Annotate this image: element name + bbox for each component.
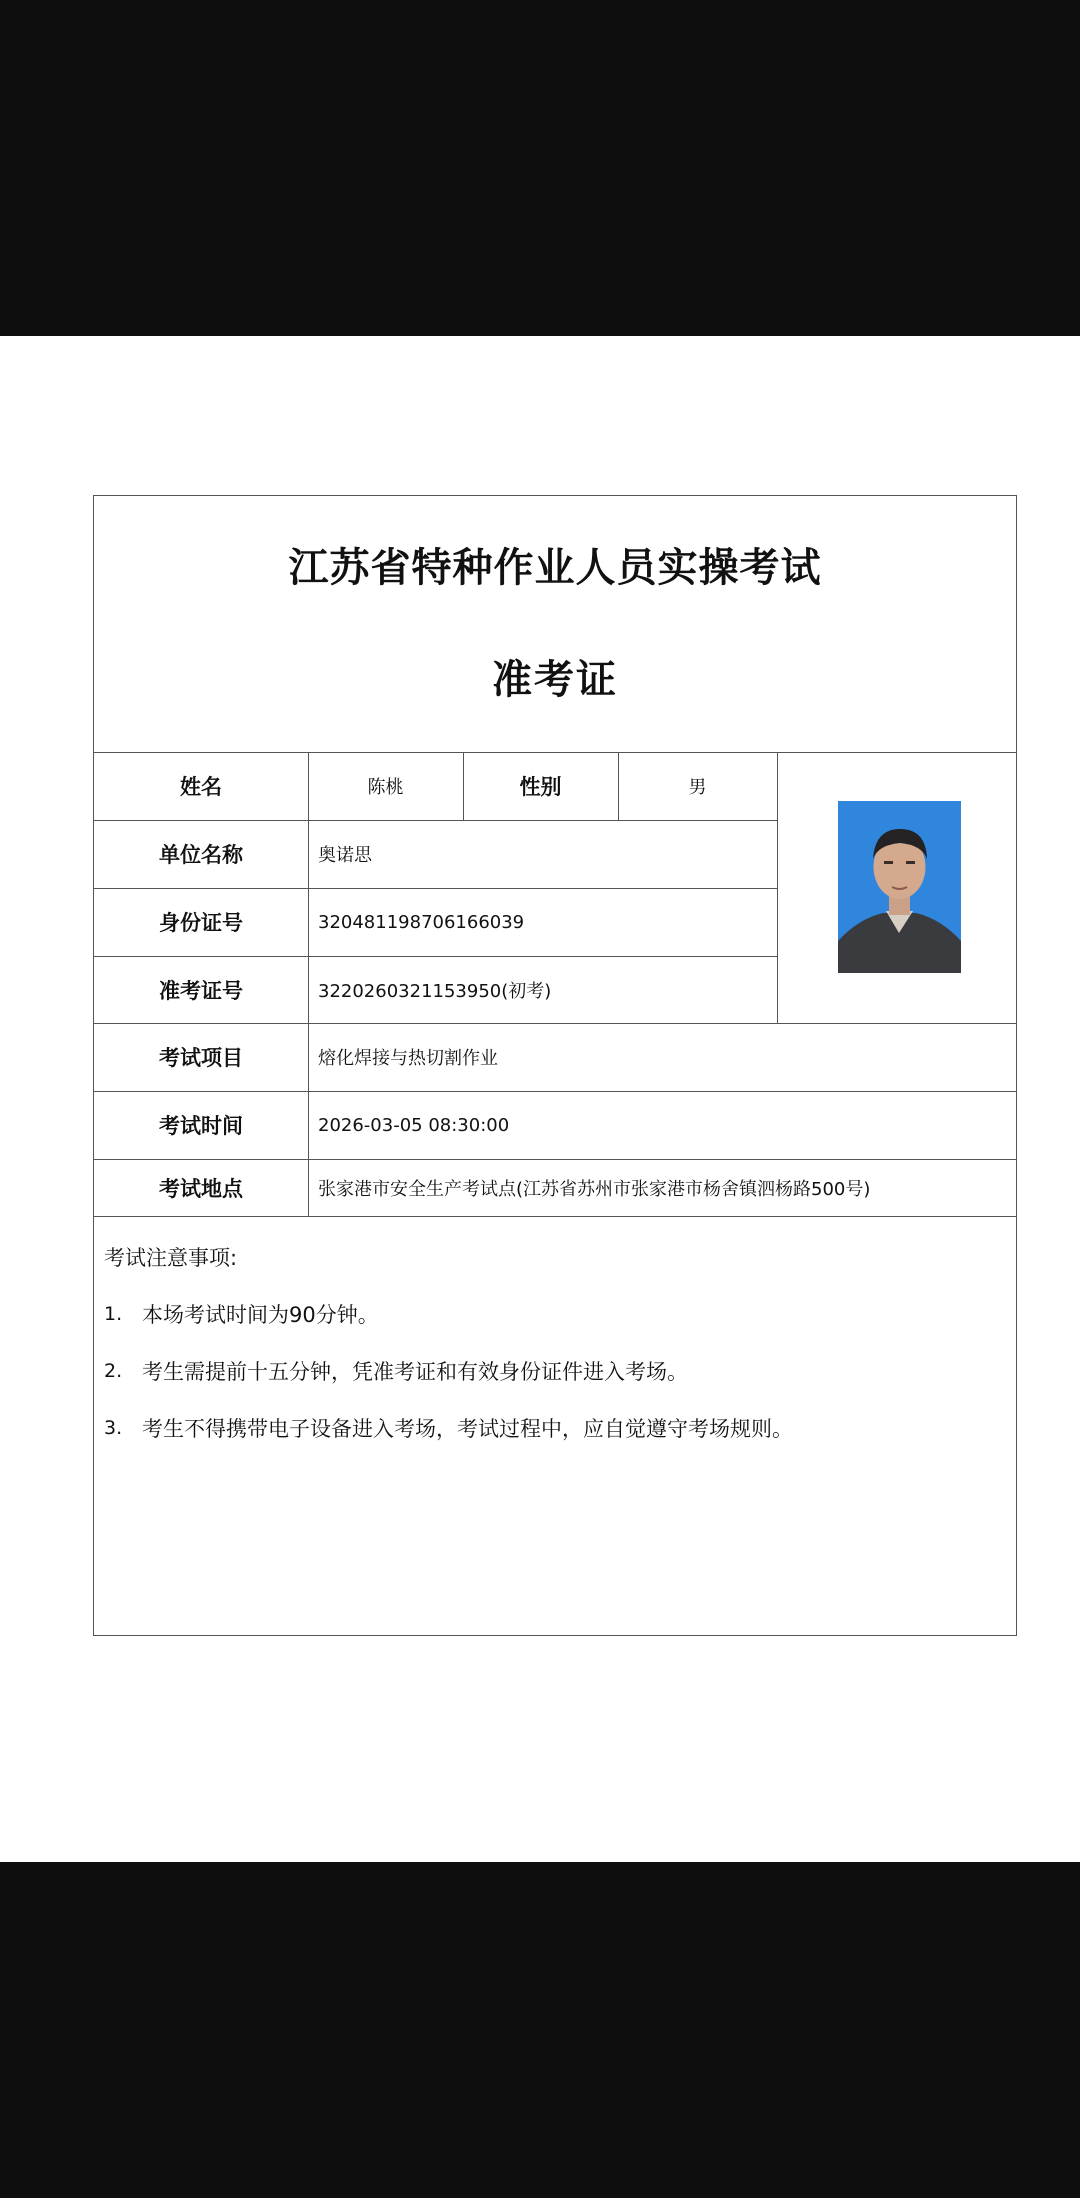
notes-title: 考试注意事项: (104, 1246, 238, 1270)
candidate-photo-graphic (838, 801, 961, 973)
photo-column-divider (777, 752, 778, 1023)
exam-time-label: 考试时间 (159, 1114, 243, 1138)
ticket-number-label: 准考证号 (159, 978, 243, 1003)
title-area (94, 496, 1016, 752)
id-number-label: 身份证号 (159, 911, 243, 935)
ticket-title: 准考证 (492, 657, 618, 703)
document-page (0, 336, 1080, 1862)
exam-title: 江苏省特种作业人员实操考试 (288, 545, 822, 591)
unit-value: 奥诺思 (318, 845, 372, 866)
id-number-value: 320481198706166039 (318, 911, 525, 933)
note-text: 本场考试时间为90分钟。 (142, 1303, 379, 1327)
exam-place-label: 考试地点 (159, 1176, 243, 1201)
name-value: 陈桃 (367, 777, 404, 798)
table-border-bottom (94, 1216, 1016, 1217)
unit-label: 单位名称 (159, 843, 243, 867)
note-number: 1. (104, 1303, 123, 1325)
exam-time-value: 2026-03-05 08:30:00 (318, 1114, 510, 1136)
note-item (104, 1356, 688, 1386)
exam-subject-label: 考试项目 (159, 1046, 243, 1070)
name-label: 姓名 (180, 775, 222, 799)
note-text: 考生需提前十五分钟，凭准考证和有效身份证件进入考场。 (142, 1360, 688, 1384)
note-item (104, 1299, 379, 1329)
exam-subject-value: 熔化焊接与热切割作业 (318, 1048, 498, 1069)
note-item (104, 1413, 793, 1443)
exam-place-value: 张家港市安全生产考试点(江苏省苏州市张家港市杨舍镇泗杨路500号) (318, 1178, 871, 1200)
note-text: 考生不得携带电子设备进入考场，考试过程中，应自觉遵守考场规则。 (142, 1417, 793, 1441)
gender-label: 性别 (519, 775, 562, 799)
admission-ticket-card (93, 495, 1017, 1636)
note-number: 2. (104, 1360, 123, 1382)
ticket-number-value: 3220260321153950(初考) (318, 980, 552, 1002)
note-number: 3. (104, 1417, 123, 1439)
gender-value: 男 (688, 777, 707, 798)
candidate-photo (838, 801, 961, 973)
